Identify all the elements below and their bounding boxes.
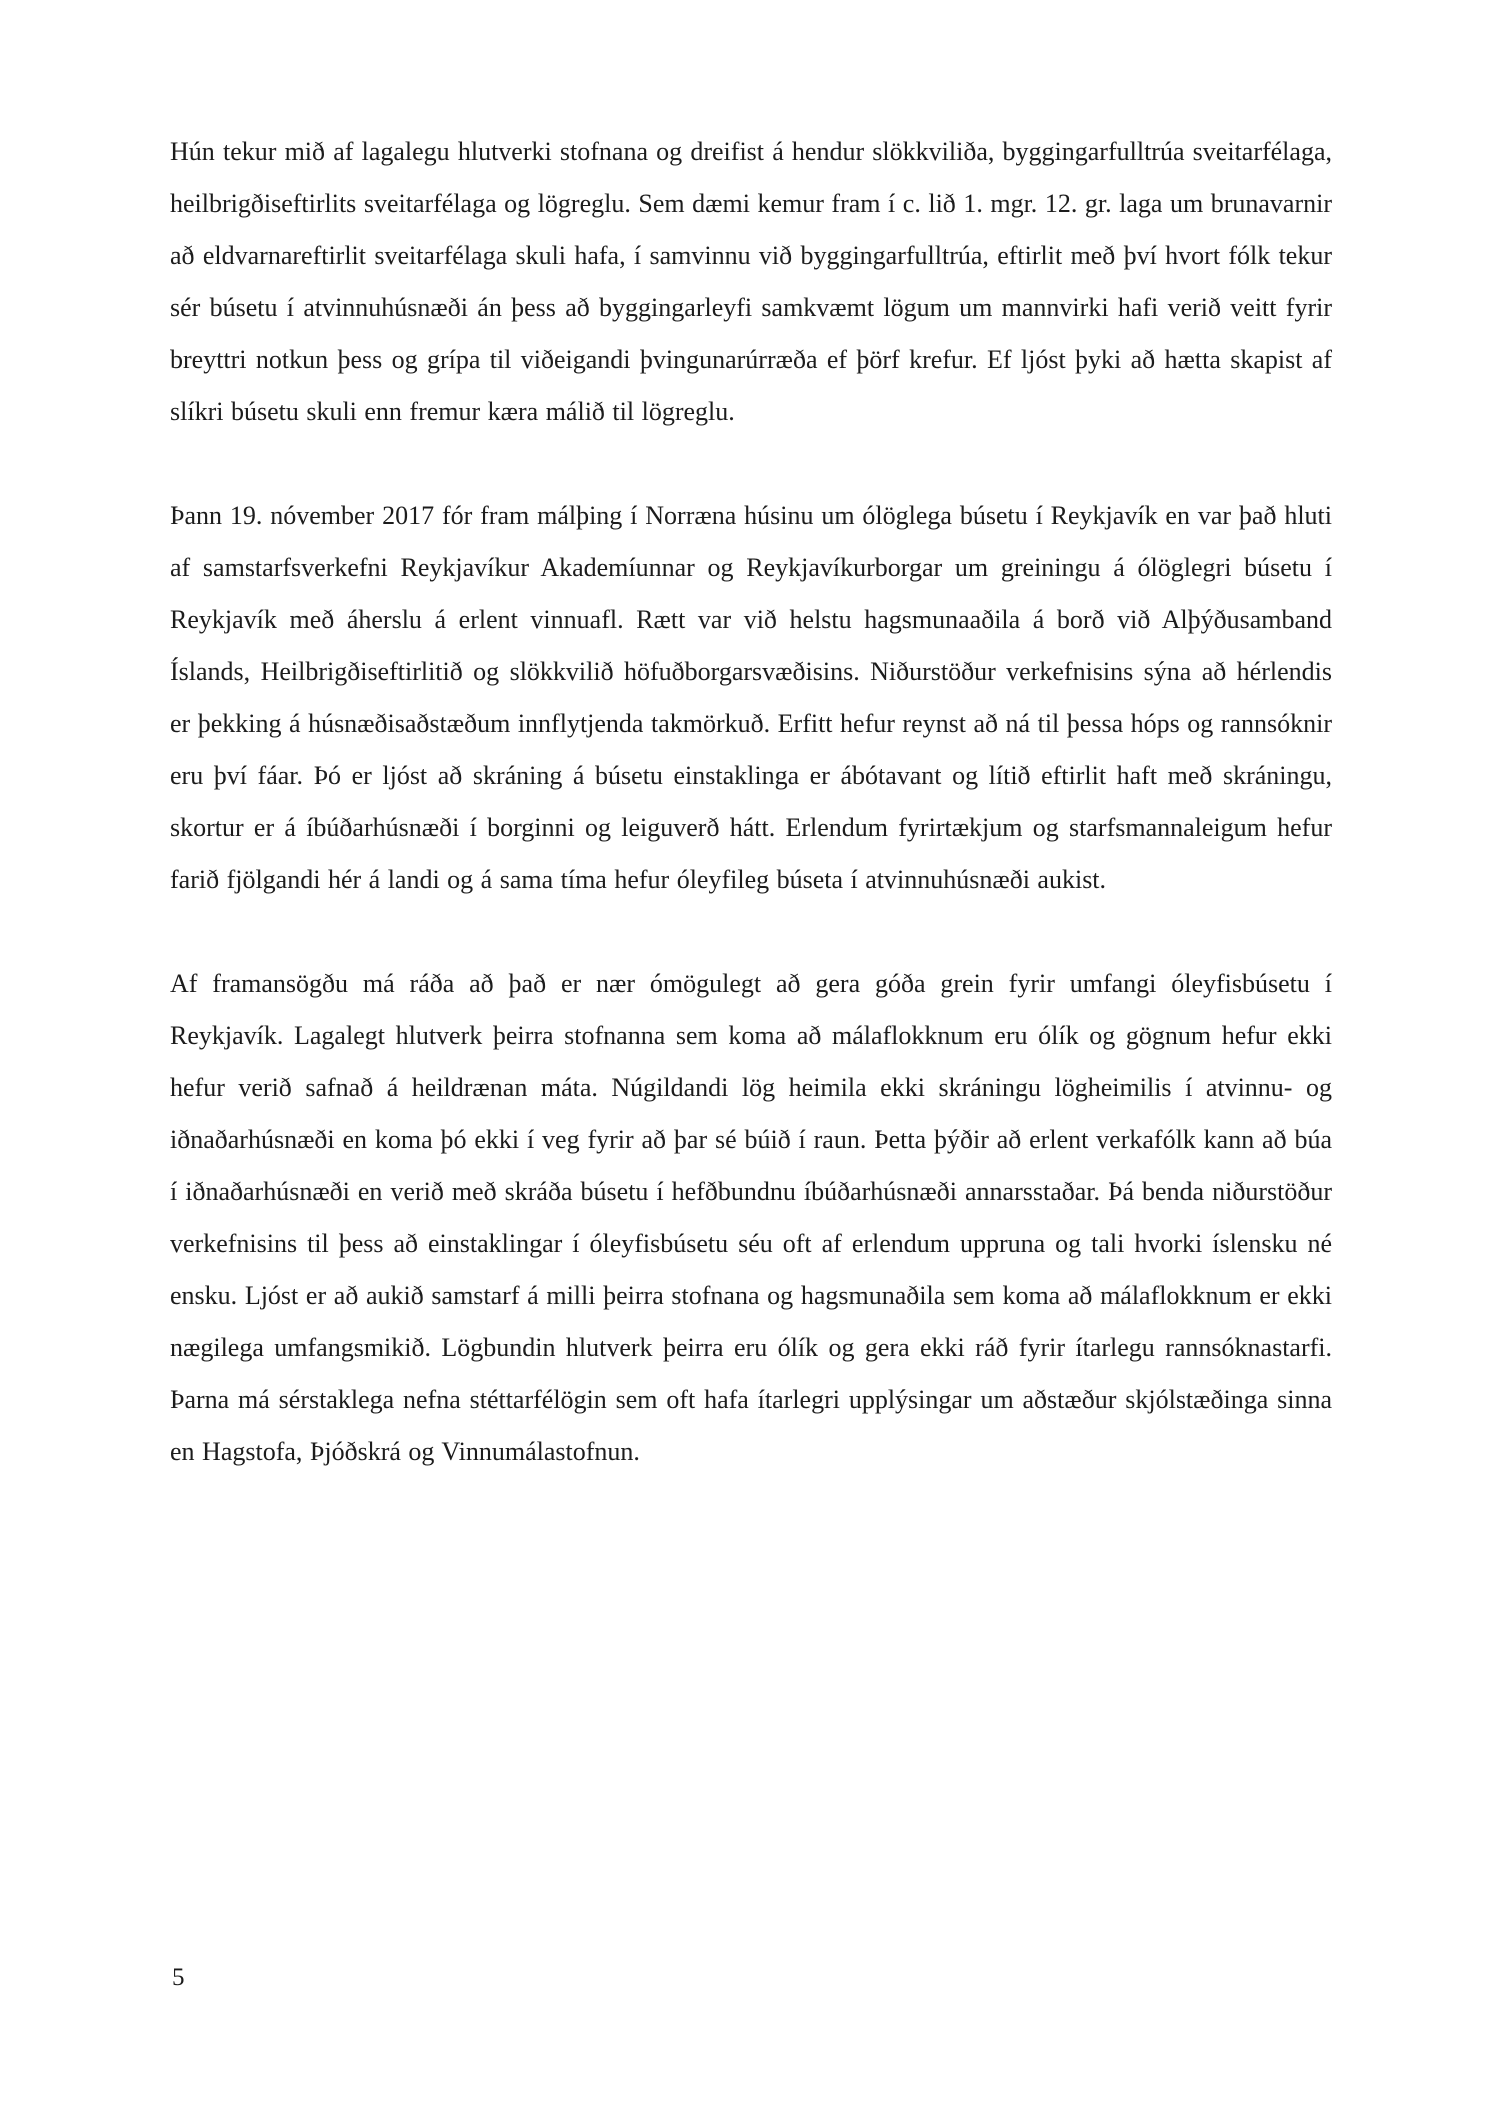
page-number: 5 [172, 1964, 185, 1991]
paragraph-3: Af framansögðu má ráða að það er nær ómögulegt að gera góða grein fyrir umfangi óleyfisbúsetu í Reykjavík. Lagalegt hlutverk þeirra stofnanna sem koma að málaflokknum eru ólík og gögnum hefur ekki hefur verið safnað á heildrænan máta. Núgildandi lög heimila ekki skráningu lögheimilis í atvinnu- og iðnaðarhúsnæði en koma þó ekki í veg fyrir að þar sé búið í raun. Þetta þýðir að erlent verkafólk kann að búa í iðnaðarhúsnæði en verið með skráða búsetu í hefðbundnu íbúðarhúsnæði annarsstaðar. Þá benda niðurstöður verkefnisins til þess að einstaklingar í óleyfisbúsetu séu oft af erlendum uppruna og tali hvorki íslensku né ensku. Ljóst er að aukið samstarf á milli þeirra stofnana og hagsmunaðila sem koma að málaflokknum er ekki nægilega umfangsmikið. Lögbundin hlutverk þeirra eru ólík og gera ekki ráð fyrir ítarlegu rannsóknastarfi. Þarna má sérstaklega nefna stéttarfélögin sem oft hafa ítarlegri upplýsingar um aðstæður skjólstæðinga sinna en Hagstofa, Þjóðskrá og Vinnumálastofnun. [170, 969, 1332, 1466]
paragraph-1: Hún tekur mið af lagalegu hlutverki stofnana og dreifist á hendur slökkviliða, byggingarfulltrúa sveitarfélaga, heilbrigðiseftirlits sveitarfélaga og lögreglu. Sem dæmi kemur fram í c. lið 1. mgr. 12. gr. laga um brunavarnir að eldvarnareftirlit sveitarfélaga skuli hafa, í samvinnu við byggingarfulltrúa, eftirlit með því hvort fólk tekur sér búsetu í atvinnuhúsnæði án þess að byggingarleyfi samkvæmt lögum um mannvirki hafi verið veitt fyrir breyttri notkun þess og grípa til viðeigandi þvingunarúrræða ef þörf krefur. Ef ljóst þyki að hætta skapist af slíkri búsetu skuli enn fremur kæra málið til lögreglu. [170, 137, 1332, 426]
document-body [170, 126, 1332, 1478]
paragraph-2: Þann 19. nóvember 2017 fór fram málþing í Norræna húsinu um ólöglega búsetu í Reykjavík en var það hluti af samstarfsverkefni Reykjavíkur Akademíunnar og Reykjavíkurborgar um greiningu á ólöglegri búsetu í Reykjavík með áherslu á erlent vinnuafl. Rætt var við helstu hagsmunaaðila á borð við Alþýðusamband Íslands, Heilbrigðiseftirlitið og slökkvilið höfuðborgarsvæðisins. Niðurstöður verkefnisins sýna að hérlendis er þekking á húsnæðisaðstæðum innflytjenda takmörkuð. Erfitt hefur reynst að ná til þessa hóps og rannsóknir eru því fáar. Þó er ljóst að skráning á búsetu einstaklinga er ábótavant og lítið eftirlit haft með skráningu, skortur er á íbúðarhúsnæði í borginni og leiguverð hátt. Erlendum fyrirtækjum og starfsmannaleigum hefur farið fjölgandi hér á landi og á sama tíma hefur óleyfileg búseta í atvinnuhúsnæði aukist. [170, 501, 1332, 894]
